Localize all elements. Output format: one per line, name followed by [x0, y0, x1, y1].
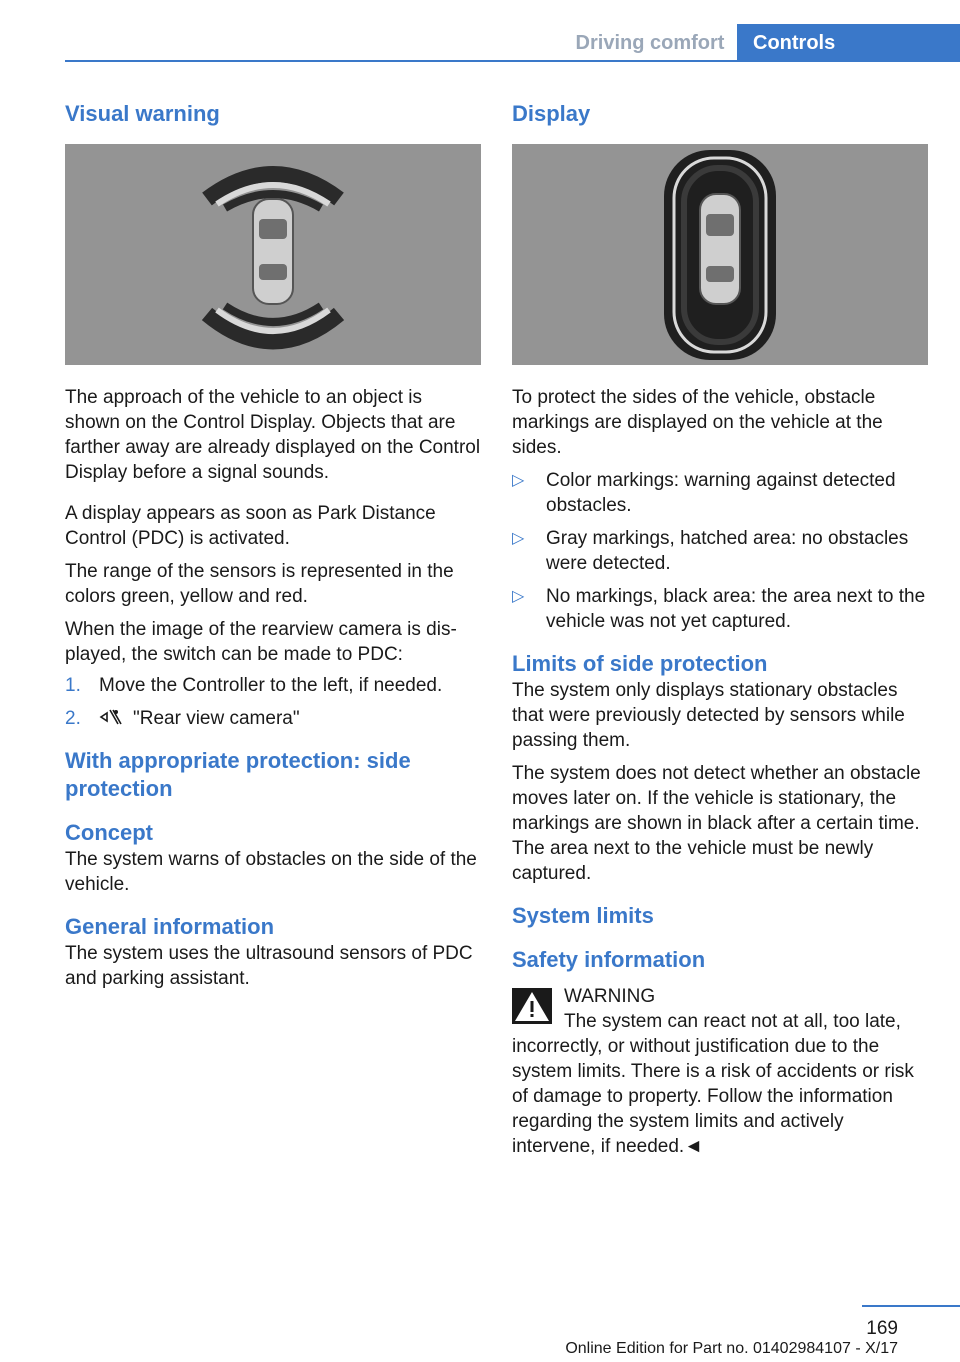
display-intro: To protect the sides of the vehicle, obstacle markings are displayed on the vehicle at the sides.: [512, 387, 883, 458]
rear-camera-icon: [99, 707, 123, 727]
step-text: "Rear view camera": [133, 708, 300, 729]
bullet-text: No markings, black area: the area next to the vehicle was not yet captured.: [546, 586, 926, 632]
warning-triangle-icon: [512, 988, 552, 1024]
bullet-text: Color markings: warning against detected obstacles.: [546, 470, 896, 516]
concept-heading: Concept: [65, 820, 153, 845]
pdc-car-graphic: [65, 144, 481, 365]
limits-paragraph-1: The system only displays stationary obstacles that were previously detected by sensors while passing them.: [512, 680, 905, 751]
footer-rule: [862, 1305, 960, 1307]
list-item: [512, 468, 928, 518]
triangle-bullet-icon: ▷: [512, 530, 525, 547]
paragraph-rearview-switch: When the image of the rearview camera is displayed, the switch can be made to PDC:: [65, 619, 457, 665]
limits-paragraph-2: The system does not detect whether an obstacle moves later on. If the vehicle is stationary, the markings are shown in black after a certain time. The area next to the vehicle must be newly captured.: [512, 763, 921, 884]
warning-block: [512, 984, 928, 1159]
header-chapter-tab: Controls: [737, 24, 960, 62]
side-protection-car-graphic: [512, 144, 928, 365]
paragraph-sensor-range: The range of the sensors is represented in the colors green, yellow and red.: [65, 561, 454, 607]
warning-first-line: The system can react not at all, too late,: [564, 1011, 901, 1032]
step-number: 2.: [65, 708, 81, 729]
side-protection-illustration: [512, 144, 928, 365]
list-item: [65, 673, 481, 698]
step-number: 1.: [65, 675, 81, 696]
paragraph-display-appears: A display appears as soon as Park Distance Control (PDC) is activated.: [65, 503, 436, 549]
visual-warning-heading: Visual warning: [65, 101, 220, 126]
general-information-text: The system uses the ultrasound sensors of PDC and parking assistant.: [65, 943, 473, 989]
system-limits-heading: System limits: [512, 903, 654, 928]
concept-text: The system warns of obstacles on the side of the vehicle.: [65, 849, 477, 895]
triangle-bullet-icon: ▷: [512, 472, 525, 489]
warning-text: incorrectly, or without justification due to the system limits. There is a risk of accidents or risk of damage to property. Follow the information regarding the system limits and actively intervene, if needed.◄: [512, 1036, 914, 1157]
general-information-heading: General information: [65, 914, 275, 939]
paragraph-approach: The approach of the vehicle to an object is shown on the Control Display. Objects that are farther away are already displayed on the Control Display before a signal sounds.: [65, 387, 481, 483]
edition-note: Online Edition for Part no. 01402984107 - X/17: [565, 1340, 898, 1357]
triangle-bullet-icon: ▷: [512, 588, 525, 605]
pdc-display-illustration: [65, 144, 481, 365]
list-item: [512, 584, 928, 634]
warning-label: WARNING: [564, 986, 656, 1007]
steps-list: [65, 673, 481, 731]
bullet-text: Gray markings, hatched area: no obstacles were detected.: [546, 528, 909, 574]
step-text: Move the Controller to the left, if needed.: [99, 675, 443, 696]
page-number: 169: [866, 1318, 898, 1339]
side-protection-heading: With appropriate protection: side protection: [65, 748, 411, 801]
header-rule: [65, 60, 960, 62]
left-column: [65, 100, 481, 991]
list-item: [65, 706, 481, 731]
safety-information-heading: Safety information: [512, 947, 706, 972]
right-column: [512, 100, 928, 1159]
display-heading: Display: [512, 101, 591, 126]
header-section-tab: Driving comfort: [575, 32, 725, 54]
limits-side-protection-heading: Limits of side protection: [512, 651, 768, 676]
markings-list: [512, 468, 928, 634]
list-item: [512, 526, 928, 576]
